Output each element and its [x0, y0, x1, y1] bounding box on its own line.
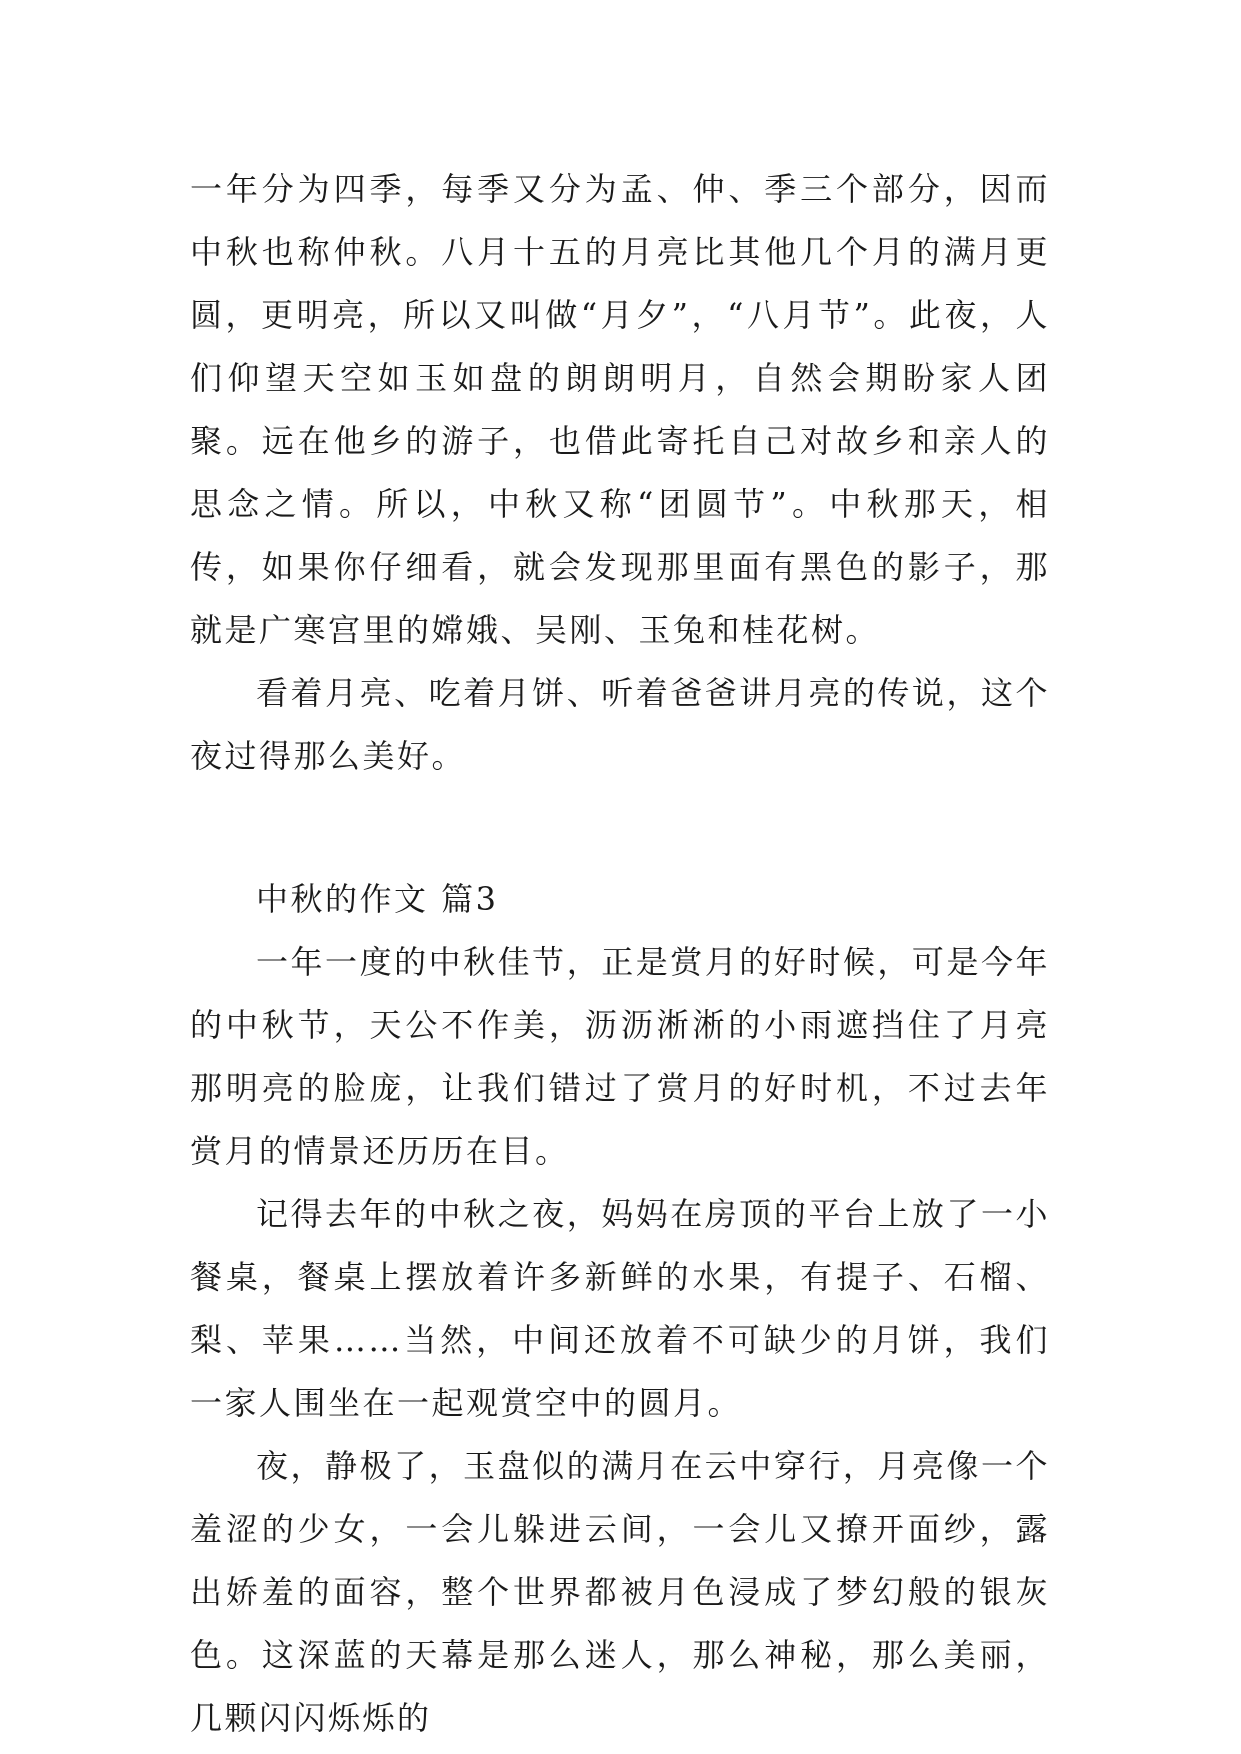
paragraph-last-year: 记得去年的中秋之夜，妈妈在房顶的平台上放了一小餐桌，餐桌上摆放着许多新鲜的水果，有提子、石榴、梨、苹果……当然，中间还放着不可缺少的月饼，我们一家人围坐在一起观赏空中的圆月。 — [190, 1195, 1050, 1422]
section-spacer — [190, 788, 1050, 868]
paragraph-moon-legend-end: 看着月亮、吃着月饼、听着爸爸讲月亮的传说，这个夜过得那么美好。 — [190, 674, 1050, 775]
section-heading: 中秋的作文 篇3 — [256, 880, 499, 918]
document-body — [190, 158, 1050, 1750]
paragraph-continued: 一年分为四季，每季又分为孟、仲、季三个部分，因而中秋也称仲秋。八月十五的月亮比其他几个月的满月更圆，更明亮，所以又叫做“月夕”，“八月节”。此夜，人们仰望天空如玉如盘的朗朗明月，自然会期盼家人团聚。远在他乡的游子，也借此寄托自己对故乡和亲人的思念之情。所以，中秋又称“团圆节”。中秋那天，相传，如果你仔细看，就会发现那里面有黑色的影子，那就是广寒宫里的嫦娥、吴刚、玉兔和桂花树。 — [190, 170, 1050, 649]
paragraph-intro: 一年一度的中秋佳节，正是赏月的好时候，可是今年的中秋节，天公不作美，沥沥淅淅的小雨遮挡住了月亮那明亮的脸庞，让我们错过了赏月的好时机，不过去年赏月的情景还历历在目。 — [190, 943, 1050, 1170]
paragraph-night: 夜，静极了，玉盘似的满月在云中穿行，月亮像一个羞涩的少女，一会儿躲进云间，一会儿又撩开面纱，露出娇羞的面容，整个世界都被月色浸成了梦幻般的银灰色。这深蓝的天幕是那么迷人，那么神秘，那么美丽，几颗闪闪烁烁的 — [190, 1447, 1050, 1737]
